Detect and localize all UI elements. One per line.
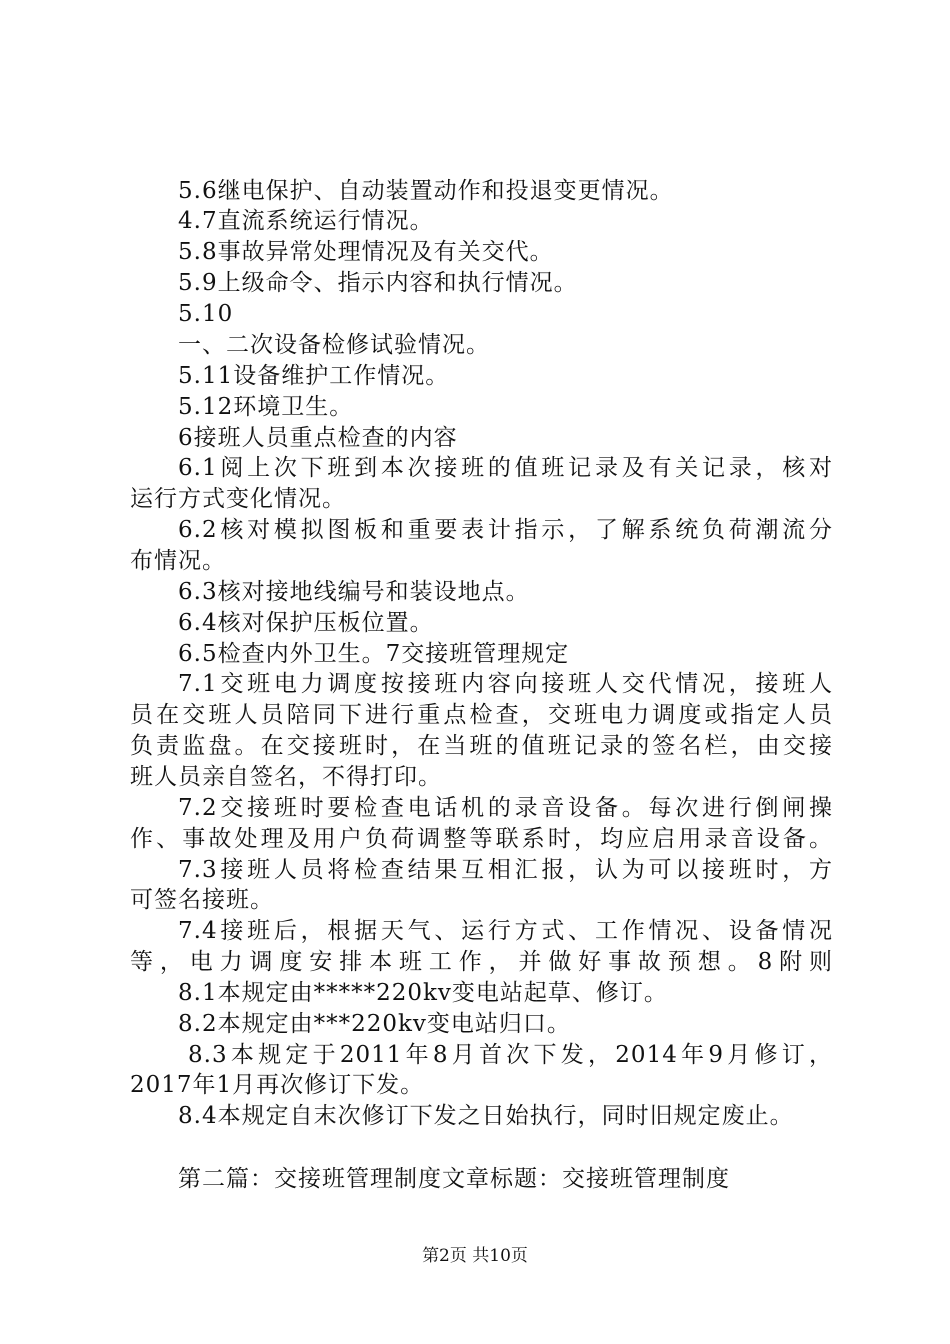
page-footer: 第2页 共10页 (422, 1246, 528, 1266)
text-line: 员在交班人员陪同下进行重点检查，交班电力调度或指定人员 (130, 702, 833, 728)
text-line: 7.2交接班时要检查电话机的录音设备。每次进行倒闸操 (178, 795, 833, 821)
text-line: 6.4核对保护压板位置。 (178, 610, 434, 636)
text-line: 5.6继电保护、自动装置动作和投退变更情况。 (178, 178, 674, 204)
text-line: 班人员亲自签名，不得打印。 (130, 764, 442, 790)
text-line: 负责监盘。在交接班时，在当班的值班记录的签名栏，由交接 (130, 733, 833, 759)
chapter-title: 第二篇：交接班管理制度文章标题：交接班管理制度 (178, 1166, 730, 1192)
text-line: 4.7直流系统运行情况。 (178, 208, 434, 234)
text-line: 一、二次设备检修试验情况。 (178, 332, 490, 358)
text-line: 8.2本规定由***220kv变电站归口。 (178, 1011, 571, 1037)
text-line: 5.8事故异常处理情况及有关交代。 (178, 239, 554, 265)
text-line: 5.10 (178, 301, 234, 327)
text-line: 运行方式变化情况。 (130, 486, 346, 512)
text-line: 6.1阅上次下班到本次接班的值班记录及有关记录，核对 (178, 455, 833, 481)
text-line: 7.3接班人员将检查结果互相汇报，认为可以接班时，方 (178, 857, 833, 883)
text-line: 作、事故处理及用户负荷调整等联系时，均应启用录音设备。 (130, 826, 833, 852)
text-line: 7.4接班后，根据天气、运行方式、工作情况、设备情况 (178, 918, 833, 944)
text-line: 5.11设备维护工作情况。 (178, 363, 450, 389)
text-line: 等，电力调度安排本班工作，并做好事故预想。8附则 (130, 949, 833, 975)
text-line: 5.9上级命令、指示内容和执行情况。 (178, 270, 578, 296)
text-line: 8.3本规定于2011年8月首次下发，2014年9月修订， (188, 1042, 833, 1068)
text-line: 2017年1月再次修订下发。 (130, 1072, 425, 1098)
text-line: 6.2核对模拟图板和重要表计指示，了解系统负荷潮流分 (178, 517, 833, 543)
section-heading: 6接班人员重点检查的内容 (178, 425, 458, 451)
text-line: 布情况。 (130, 548, 226, 574)
text-line: 8.1本规定由*****220kv变电站起草、修订。 (178, 980, 668, 1006)
text-line: 7.1交班电力调度按接班内容向接班人交代情况，接班人 (178, 671, 833, 697)
text-line: 5.12环境卫生。 (178, 394, 354, 420)
text-line: 8.4本规定自末次修订下发之日始执行，同时旧规定废止。 (178, 1103, 794, 1129)
text-line: 6.3核对接地线编号和装设地点。 (178, 579, 530, 605)
text-line: 可签名接班。 (130, 887, 274, 913)
text-line: 6.5检查内外卫生。7交接班管理规定 (178, 641, 570, 667)
